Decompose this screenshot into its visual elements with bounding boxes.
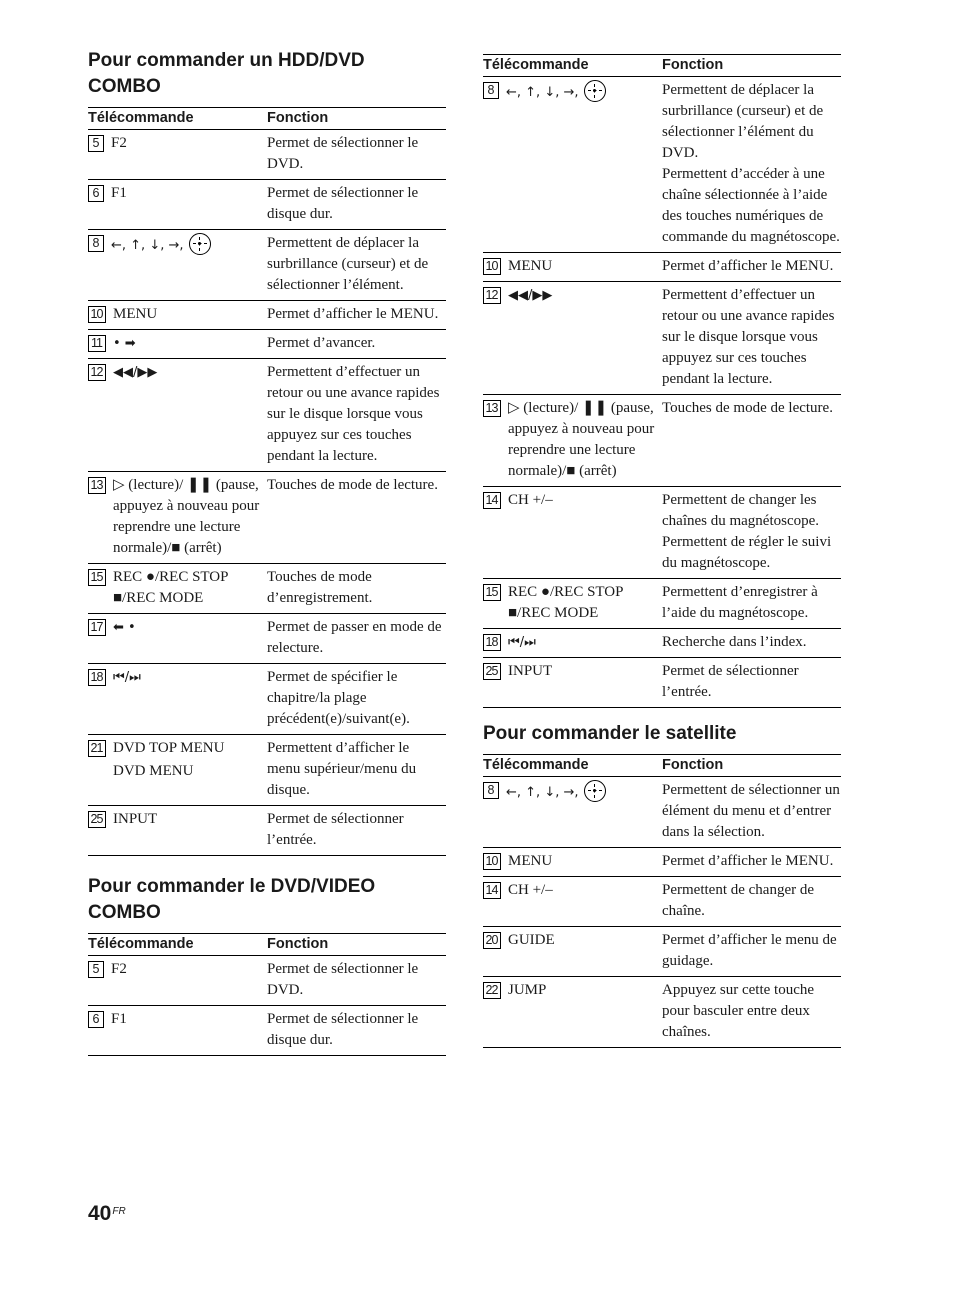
table-row — [483, 77, 841, 253]
table-row — [88, 301, 446, 330]
function-text: Recherche dans l’index. — [662, 629, 841, 658]
arrow-keys-label: ←, ↑, ↓, →, — [506, 785, 579, 800]
function-text: Permettent de changer de chaîne. — [662, 877, 841, 927]
left-column — [88, 48, 446, 1056]
key-number-badge: 21 — [88, 740, 106, 757]
table-row — [483, 777, 841, 848]
table-vcr — [483, 54, 841, 708]
function-text: Permettent d’enregistrer à l’aide du magnétoscope. — [662, 579, 841, 629]
key-number-badge: 10 — [483, 258, 501, 275]
col-header-function: Fonction — [267, 108, 446, 130]
enter-button-icon — [189, 233, 211, 255]
col-header-remote: Télécommande — [88, 934, 267, 956]
table-row — [88, 806, 446, 856]
key-label: REC ●/REC STOP ■/REC MODE — [508, 584, 623, 621]
table-row — [88, 735, 446, 806]
language-code: FR — [112, 1206, 126, 1217]
table-row — [88, 564, 446, 614]
table-row — [88, 956, 446, 1006]
function-text: Appuyez sur cette touche pour basculer entre deux chaînes. — [662, 977, 841, 1048]
section-title-hdd-dvd — [88, 48, 446, 100]
key-label: MENU — [508, 853, 553, 869]
table-row — [483, 487, 841, 579]
key-label: REC ●/REC STOP ■/REC MODE — [113, 569, 228, 606]
function-text: Permet de sélectionner le disque dur. — [267, 180, 446, 230]
key-label: CH +/– — [508, 492, 553, 508]
section-title-satellite: Pour commander le satellite — [483, 723, 737, 744]
function-text: Permet d’afficher le MENU. — [267, 301, 446, 330]
enter-button-icon — [584, 780, 606, 802]
table-row — [483, 395, 841, 487]
rewind-forward-icon: ◀◀/▶▶ — [508, 288, 553, 303]
function-text: Permet de sélectionner l’entrée. — [267, 806, 446, 856]
function-text: Touches de mode de lecture. — [267, 472, 446, 564]
table-row — [88, 359, 446, 472]
table-row — [88, 230, 446, 301]
col-header-remote: Télécommande — [88, 108, 267, 130]
function-text: Permettent de déplacer la surbrillance (curseur) et de sélectionner l’élément du DVD. — [662, 82, 824, 161]
key-number-badge: 11 — [88, 335, 106, 352]
prev-next-icon: ⏮/⏭ — [113, 670, 141, 685]
table-row — [88, 130, 446, 180]
key-number-badge: 8 — [483, 82, 499, 99]
key-label: F1 — [111, 1011, 127, 1027]
table-row — [483, 927, 841, 977]
function-text: Permet d’avancer. — [267, 330, 446, 359]
table-row — [88, 614, 446, 664]
table-row — [88, 1006, 446, 1056]
function-text: Touches de mode d’enregistrement. — [267, 564, 446, 614]
table-row — [88, 664, 446, 735]
prev-next-icon: ⏮/⏭ — [508, 635, 536, 650]
table-hdd-dvd — [88, 107, 446, 856]
col-header-function: Fonction — [662, 755, 841, 777]
function-text: Permettent de déplacer la surbrillance (curseur) et de sélectionner l’élément. — [267, 230, 446, 301]
function-text: Permettent d’afficher le menu supérieur/menu du disque. — [267, 735, 446, 806]
table-satellite — [483, 754, 841, 1048]
table-row — [483, 977, 841, 1048]
key-number-badge: 5 — [88, 961, 104, 978]
key-number-badge: 12 — [483, 287, 501, 304]
key-number-badge: 18 — [483, 634, 501, 651]
section-title-line: COMBO — [88, 902, 161, 923]
col-header-function: Fonction — [662, 55, 841, 77]
section-title-line: Pour commander le DVD/VIDEO — [88, 876, 376, 897]
key-label: INPUT — [113, 811, 158, 827]
key-label: ▷ (lecture)/ ❚❚ (pause, appuyez à nouveau pour reprendre une lecture normale)/■ (arrêt) — [113, 477, 260, 556]
key-number-badge: 22 — [483, 982, 501, 999]
key-number-badge: 8 — [483, 782, 499, 799]
function-text: Permettent d’effectuer un retour ou une avance rapides sur le disque lorsque vous appuyez sur ces touches pendant la lecture. — [662, 282, 841, 395]
section-title-dvd-video — [88, 874, 446, 926]
key-label: DVD MENU — [113, 763, 194, 779]
function-text: Permet de sélectionner le disque dur. — [267, 1006, 446, 1056]
function-text: Permet de sélectionner l’entrée. — [662, 658, 841, 708]
table-row — [483, 629, 841, 658]
table-dvd-video — [88, 933, 446, 1056]
key-number-badge: 6 — [88, 1011, 104, 1028]
replay-arrow-icon: ⬅ • — [113, 620, 136, 635]
col-header-function: Fonction — [267, 934, 446, 956]
arrow-keys-label: ←, ↑, ↓, →, — [111, 238, 184, 253]
function-text: Permettent de sélectionner un élément du menu et d’entrer dans la sélection. — [662, 777, 841, 848]
table-row — [88, 180, 446, 230]
key-label: MENU — [113, 306, 158, 322]
key-number-badge: 10 — [88, 306, 106, 323]
key-label: F2 — [111, 961, 127, 977]
table-row — [483, 579, 841, 629]
function-text: Permettent d’effectuer un retour ou une avance rapides sur le disque lorsque vous appuyez sur ces touches pendant la lecture. — [267, 359, 446, 472]
key-number-badge: 25 — [88, 811, 106, 828]
key-number-badge: 15 — [483, 584, 501, 601]
function-text: Touches de mode de lecture. — [662, 395, 841, 487]
section-title-line: COMBO — [88, 76, 161, 97]
key-number-badge: 20 — [483, 932, 501, 949]
key-label: JUMP — [508, 982, 547, 998]
function-text: Permettent d’accéder à une chaîne sélectionnée à l’aide des touches numériques de commande du magnétoscope. — [662, 166, 840, 245]
key-number-badge: 8 — [88, 235, 104, 252]
key-label: MENU — [508, 258, 553, 274]
key-number-badge: 14 — [483, 492, 501, 509]
key-number-badge: 15 — [88, 569, 106, 586]
function-text: Permet d’afficher le MENU. — [662, 848, 841, 877]
function-text: Permet de passer en mode de relecture. — [267, 614, 446, 664]
function-text: Permet de sélectionner le DVD. — [267, 130, 446, 180]
key-label: CH +/– — [508, 882, 553, 898]
function-text: Permettent de changer les chaînes du magnétoscope. Permettent de régler le suivi du magnétoscope. — [662, 487, 841, 579]
arrow-keys-label: ←, ↑, ↓, →, — [506, 85, 579, 100]
key-number-badge: 10 — [483, 853, 501, 870]
function-text: Permet de spécifier le chapitre/la plage précédent(e)/suivant(e). — [267, 664, 446, 735]
rewind-forward-icon: ◀◀/▶▶ — [113, 365, 158, 380]
key-number-badge: 18 — [88, 669, 106, 686]
table-row — [483, 877, 841, 927]
key-number-badge: 12 — [88, 364, 106, 381]
enter-button-icon — [584, 80, 606, 102]
key-number-badge: 14 — [483, 882, 501, 899]
key-label: F2 — [111, 135, 127, 151]
function-text: Permet d’afficher le MENU. — [662, 253, 841, 282]
table-row — [483, 253, 841, 282]
col-header-remote: Télécommande — [483, 55, 662, 77]
key-number-badge: 25 — [483, 663, 501, 680]
table-row — [88, 330, 446, 359]
key-label: DVD TOP MENU — [113, 740, 225, 756]
page-number-value: 40 — [88, 1202, 112, 1225]
table-row — [483, 658, 841, 708]
key-number-badge: 6 — [88, 185, 104, 202]
table-row — [88, 472, 446, 564]
key-number-badge: 5 — [88, 135, 104, 152]
advance-arrow-icon: • ➡ — [113, 336, 136, 351]
page-number — [88, 1202, 126, 1226]
function-text: Permet d’afficher le menu de guidage. — [662, 927, 841, 977]
key-number-badge: 13 — [88, 477, 106, 494]
table-row — [483, 848, 841, 877]
table-row — [483, 282, 841, 395]
function-text: Permet de sélectionner le DVD. — [267, 956, 446, 1006]
right-column — [483, 54, 841, 1048]
col-header-remote: Télécommande — [483, 755, 662, 777]
key-number-badge: 17 — [88, 619, 106, 636]
key-label: ▷ (lecture)/ ❚❚ (pause, appuyez à nouveau pour reprendre une lecture normale)/■ (arrêt) — [508, 400, 655, 479]
key-label: INPUT — [508, 663, 553, 679]
key-label: GUIDE — [508, 932, 555, 948]
key-number-badge: 13 — [483, 400, 501, 417]
section-title-line: Pour commander un HDD/DVD — [88, 50, 365, 71]
key-label: F1 — [111, 185, 127, 201]
